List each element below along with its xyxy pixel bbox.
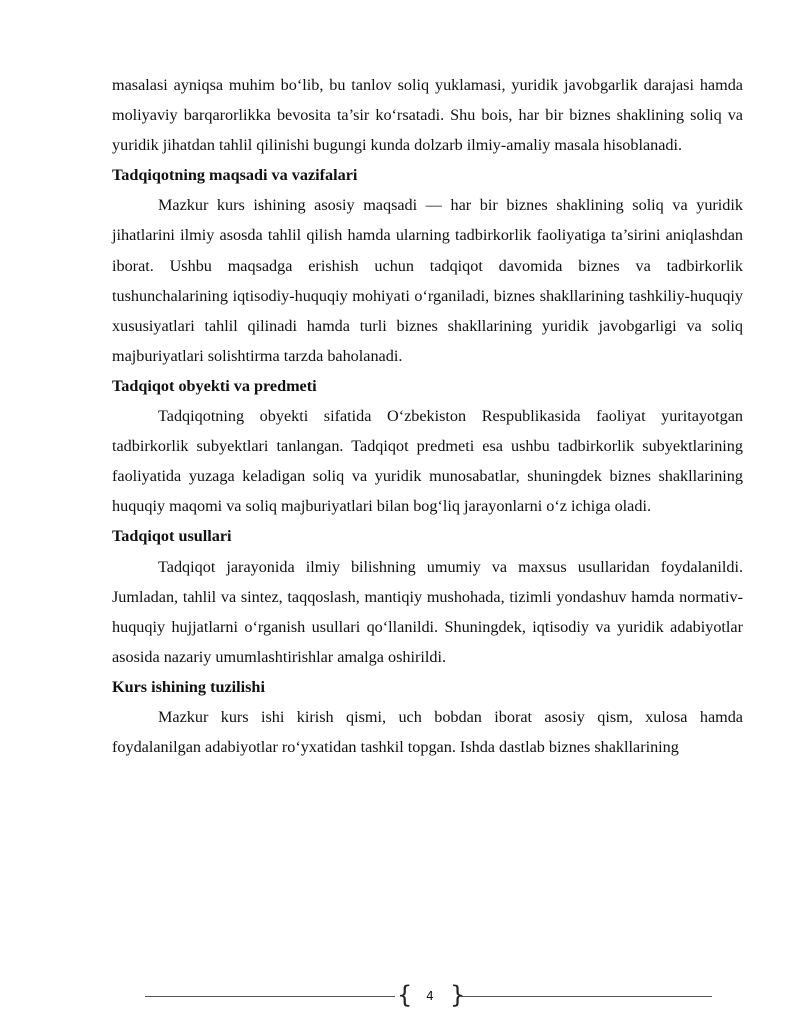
page-number: 4	[426, 989, 434, 1003]
heading-structure: Kurs ishining tuzilishi	[112, 677, 265, 696]
paragraph-structure: Mazkur kurs ishi kirish qismi, uch bobdan iborat asosiy qism, xulosa hamda foydalanilgan adabiyotlar ro‘yxatidan tashkil topgan. Ishda dastlab biznes shakllarining	[112, 707, 743, 757]
footer-rule-right	[460, 996, 712, 997]
page-content	[112, 70, 743, 762]
footer-rule-left	[145, 996, 395, 997]
heading-methods: Tadqiqot usullari	[112, 527, 232, 546]
footer-brace-right: }	[450, 981, 466, 1009]
paragraph-intro-continued: masalasi ayniqsa muhim bo‘lib, bu tanlov soliq yuklamasi, yuridik javobgarlik darajasi hamda moliyaviy barqarorlikka bevosita ta’sir ko‘rsatadi. Shu bois, har bir biznes shaklining soliq va yuridik jihatdan tahlil qilinishi bugungi kunda dolzarb ilmiy-amaliy masala hisoblanadi.	[112, 76, 743, 155]
heading-object-subject: Tadqiqot obyekti va predmeti	[112, 376, 317, 395]
paragraph-goals: Mazkur kurs ishining asosiy maqsadi — har bir biznes shaklining soliq va yuridik jihatlarini ilmiy asosda tahlil qilish hamda ularning tadbirkorlik faoliyatiga ta’sirini aniqlashdan iborat. Ushbu maqsadga erishish uchun tadqiqot davomida biznes va tadbirkorlik tushunchalarining iqtisodiy-huquqiy mohiyati o‘rganiladi, biznes shakllarining tashkiliy-huquqiy xususiyatlari tahlil qilinadi hamda turli biznes shakllarining yuridik javobgarligi va soliq majburiyatlari solishtirma tarzda baholanadi.	[112, 196, 743, 365]
footer-brace-left: {	[397, 981, 413, 1009]
heading-goals: Tadqiqotning maqsadi va vazifalari	[112, 166, 358, 185]
paragraph-methods: Tadqiqot jarayonida ilmiy bilishning umumiy va maxsus usullaridan foydalanildi. Jumladan, tahlil va sintez, taqqoslash, mantiqiy mushohada, tizimli yondashuv hamda normativ-huquqiy hujjatlarni o‘rganish usullari qo‘llanildi. Shuningdek, iqtisodiy va yuridik adabiyotlar asosida nazariy umumlashtirishlar amalga oshirildi.	[112, 557, 743, 666]
paragraph-object-subject: Tadqiqotning obyekti sifatida O‘zbekiston Respublikasida faoliyat yuritayotgan tadbirkorlik subyektlari tanlangan. Tadqiqot predmeti esa ushbu tadbirkorlik subyektlarining faoliyatida yuzaga keladigan soliq va yuridik munosabatlar, shuningdek biznes shakllarining huquqiy maqomi va soliq majburiyatlari bilan bog‘liq jarayonlarni o‘z ichiga oladi.	[112, 407, 743, 516]
page-footer	[145, 983, 712, 1011]
